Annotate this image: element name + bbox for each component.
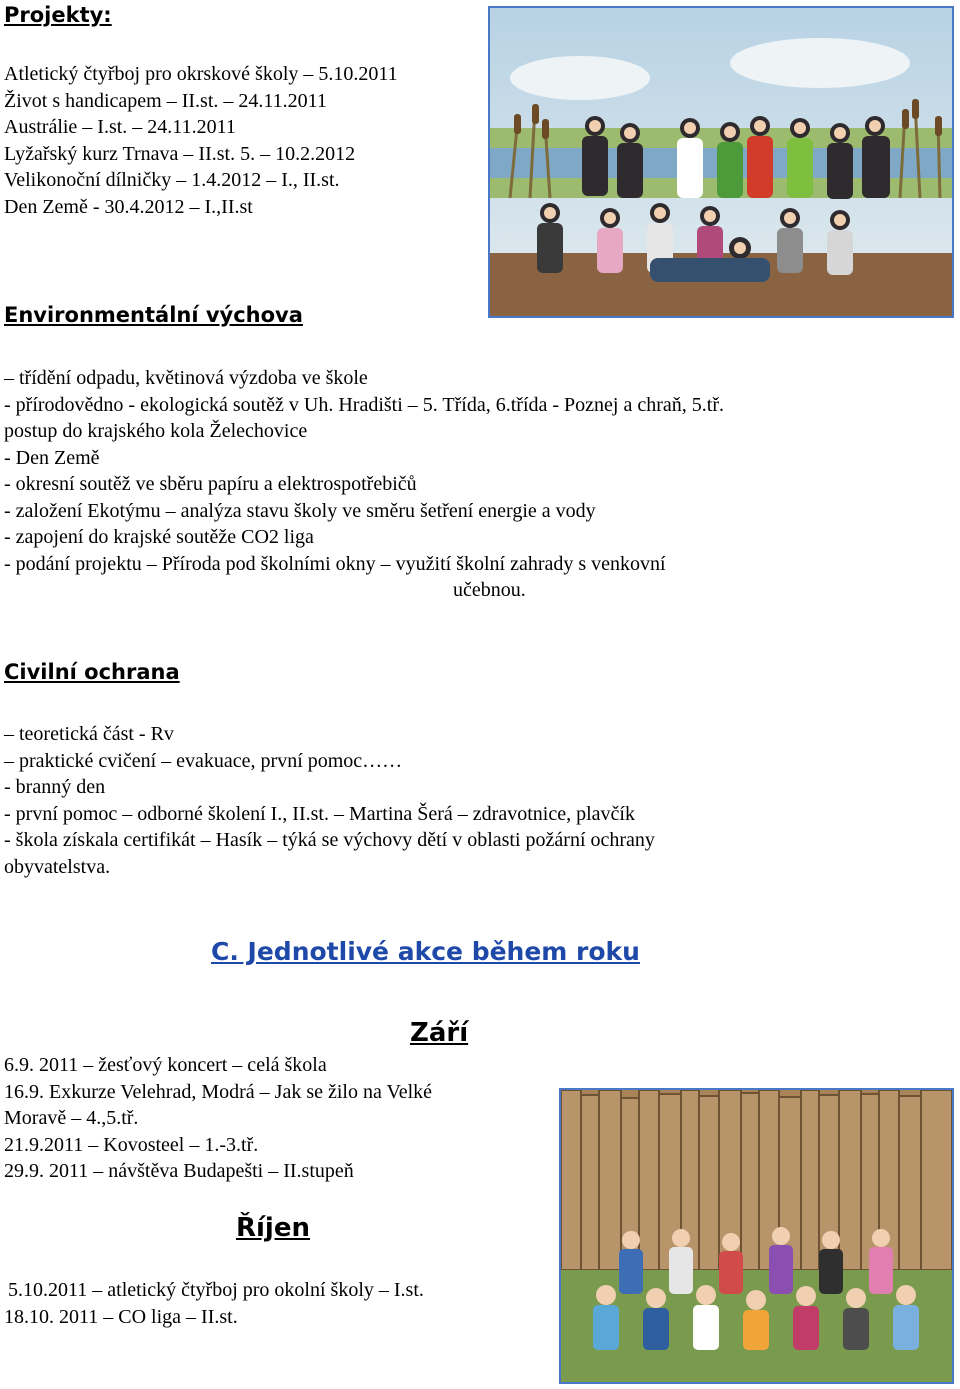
rijen-line-2: 18.10. 2011 – CO liga – II.st.	[4, 1305, 238, 1328]
civil-line-3: - branný den	[4, 776, 106, 798]
env-line-4: - Den Země	[4, 446, 100, 469]
civil-line-2: – praktické cvičení – evakuace, první pomoc……	[4, 749, 403, 772]
civil-line-4: - první pomoc – odborné školení I., II.st. – Martina Šerá – zdravotnice, plavčík	[4, 802, 635, 825]
zari-line-1: 6.9. 2011 – žesťový koncert – celá škola	[4, 1054, 327, 1076]
projekt-line-4: Lyžařský kurz Trnava – II.st. 5. – 10.2.2012	[4, 142, 356, 165]
projekt-line-3: Austrálie – I.st. – 24.11.2011	[4, 116, 236, 138]
env-line-6: - založení Ekotýmu – analýza stavu školy ve směru šetření energie a vody	[4, 499, 596, 522]
env-line-5: - okresní soutěž ve sběru papíru a elektrospotřebičů	[4, 473, 417, 495]
projekt-line-1: Atletický čtyřboj pro okrskové školy – 5.10.2011	[4, 63, 398, 85]
heading-civilni-ochrana: Civilní ochrana	[4, 660, 180, 684]
civil-line-1: – teoretická část - Rv	[4, 723, 174, 745]
civil-line-6: obyvatelstva.	[4, 855, 111, 878]
projekt-line-6: Den Země - 30.4.2012 – I.,II.st	[4, 195, 253, 218]
env-line-8: - podání projektu – Příroda pod školními okny – využití školní zahrady s venkovní	[4, 552, 666, 575]
class-group-photo	[488, 6, 954, 318]
env-line-2: - přírodovědno - ekologická soutěž v Uh. Hradišti – 5. Třída, 6.třída - Poznej a chraň, 5.tř.	[4, 393, 724, 416]
class-group-photo-illustration	[490, 8, 952, 316]
zari-line-3: Moravě – 4.,5.tř.	[4, 1107, 139, 1129]
env-line-1: – třídění odpadu, květinová výzdoba ve škole	[4, 367, 368, 389]
civil-line-5: - škola získala certifikát – Hasík – týká se výchovy dětí v oblasti požární ochrany	[4, 829, 655, 851]
heading-jednotlive-akce: C. Jednotlivé akce během roku	[211, 937, 640, 966]
zari-line-4: 21.9.2011 – Kovosteel – 1.-3.tř.	[4, 1133, 259, 1156]
zari-line-2: 16.9. Exkurze Velehrad, Modrá – Jak se žilo na Velké	[4, 1080, 433, 1103]
heading-rijen: Říjen	[236, 1213, 310, 1243]
env-line-9: učebnou.	[453, 579, 526, 601]
projekt-line-5: Velikonoční dílničky – 1.4.2012 – I., II.st.	[4, 169, 340, 191]
env-line-3: postup do krajského kola Želechovice	[4, 420, 308, 442]
heading-zari: Září	[410, 1018, 469, 1048]
heading-projekty: Projekty:	[4, 3, 112, 27]
excursion-group-photo-illustration	[561, 1090, 952, 1382]
zari-line-5: 29.9. 2011 – návštěva Budapešti – II.stupeň	[4, 1160, 354, 1182]
heading-environmentalni-vychova: Environmentální výchova	[4, 303, 303, 327]
env-line-7: - zapojení do krajské soutěže CO2 liga	[4, 526, 314, 548]
rijen-line-1: 5.10.2011 – atletický čtyřboj pro okolní školy – I.st.	[8, 1279, 424, 1301]
projekt-line-2: Život s handicapem – II.st. – 24.11.2011	[4, 89, 327, 112]
excursion-group-photo	[559, 1088, 954, 1384]
